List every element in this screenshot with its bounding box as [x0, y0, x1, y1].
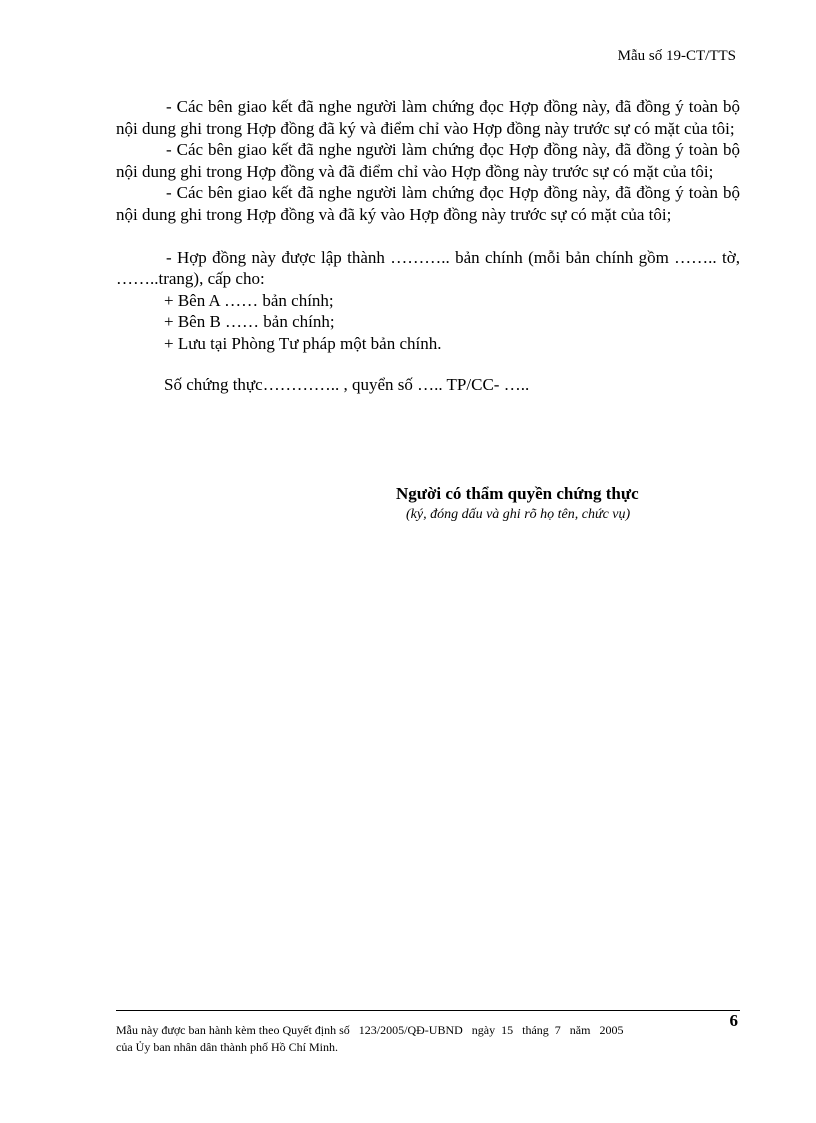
copy-party-a: + Bên A …… bản chính;: [164, 290, 334, 310]
signer-note: (ký, đóng dấu và ghi rõ họ tên, chức vụ): [406, 507, 631, 522]
document-body: [116, 96, 740, 396]
certification-number-line: Số chứng thực………….. , quyển số ….. TP/CC- …..: [164, 375, 530, 394]
footer-divider: [116, 1010, 740, 1011]
spacer: [116, 225, 740, 247]
footer-line-issuer: của Ủy ban nhân dân thành phố Hồ Chí Minh.: [116, 1040, 338, 1054]
copy-party-b: + Bên B …… bản chính;: [164, 312, 335, 331]
signer-block: [396, 484, 676, 523]
footer-line-decision: Mẫu này được ban hành kèm theo Quyết định số 123/2005/QĐ-UBND ngày 15 tháng 7 năm 2005: [116, 1023, 624, 1037]
form-code: Mẫu số 19-CT/TTS: [617, 48, 736, 64]
footer-note: [116, 1022, 623, 1056]
paragraph-copies: - Hợp đồng này được lập thành ……….. bản chính (mỗi bản chính gồm …….. tờ, ……..trang), cấp cho:: [116, 247, 740, 288]
page-number: 6: [729, 1011, 738, 1030]
signer-title: Người có thẩm quyền chứng thực: [396, 484, 639, 503]
copy-justice-office: + Lưu tại Phòng Tư pháp một bản chính.: [164, 333, 442, 353]
paragraph-fingerprinted: - Các bên giao kết đã nghe người làm chứng đọc Hợp đồng này, đã đồng ý toàn bộ nội dung ghi trong Hợp đồng và đã điểm chỉ vào Hợp đồng này trước sự có mặt của tôi;: [116, 140, 740, 181]
paragraph-signed-and-fingerprinted: - Các bên giao kết đã nghe người làm chứng đọc Hợp đồng này, đã đồng ý toàn bộ nội dung ghi trong Hợp đồng đã ký và điểm chỉ vào Hợp đồng này trước sự có mặt của tôi;: [116, 97, 740, 138]
paragraph-signed: - Các bên giao kết đã nghe người làm chứng đọc Hợp đồng này, đã đồng ý toàn bộ nội dung ghi trong Hợp đồng và đã ký vào Hợp đồng này trước sự có mặt của tôi;: [116, 183, 740, 224]
